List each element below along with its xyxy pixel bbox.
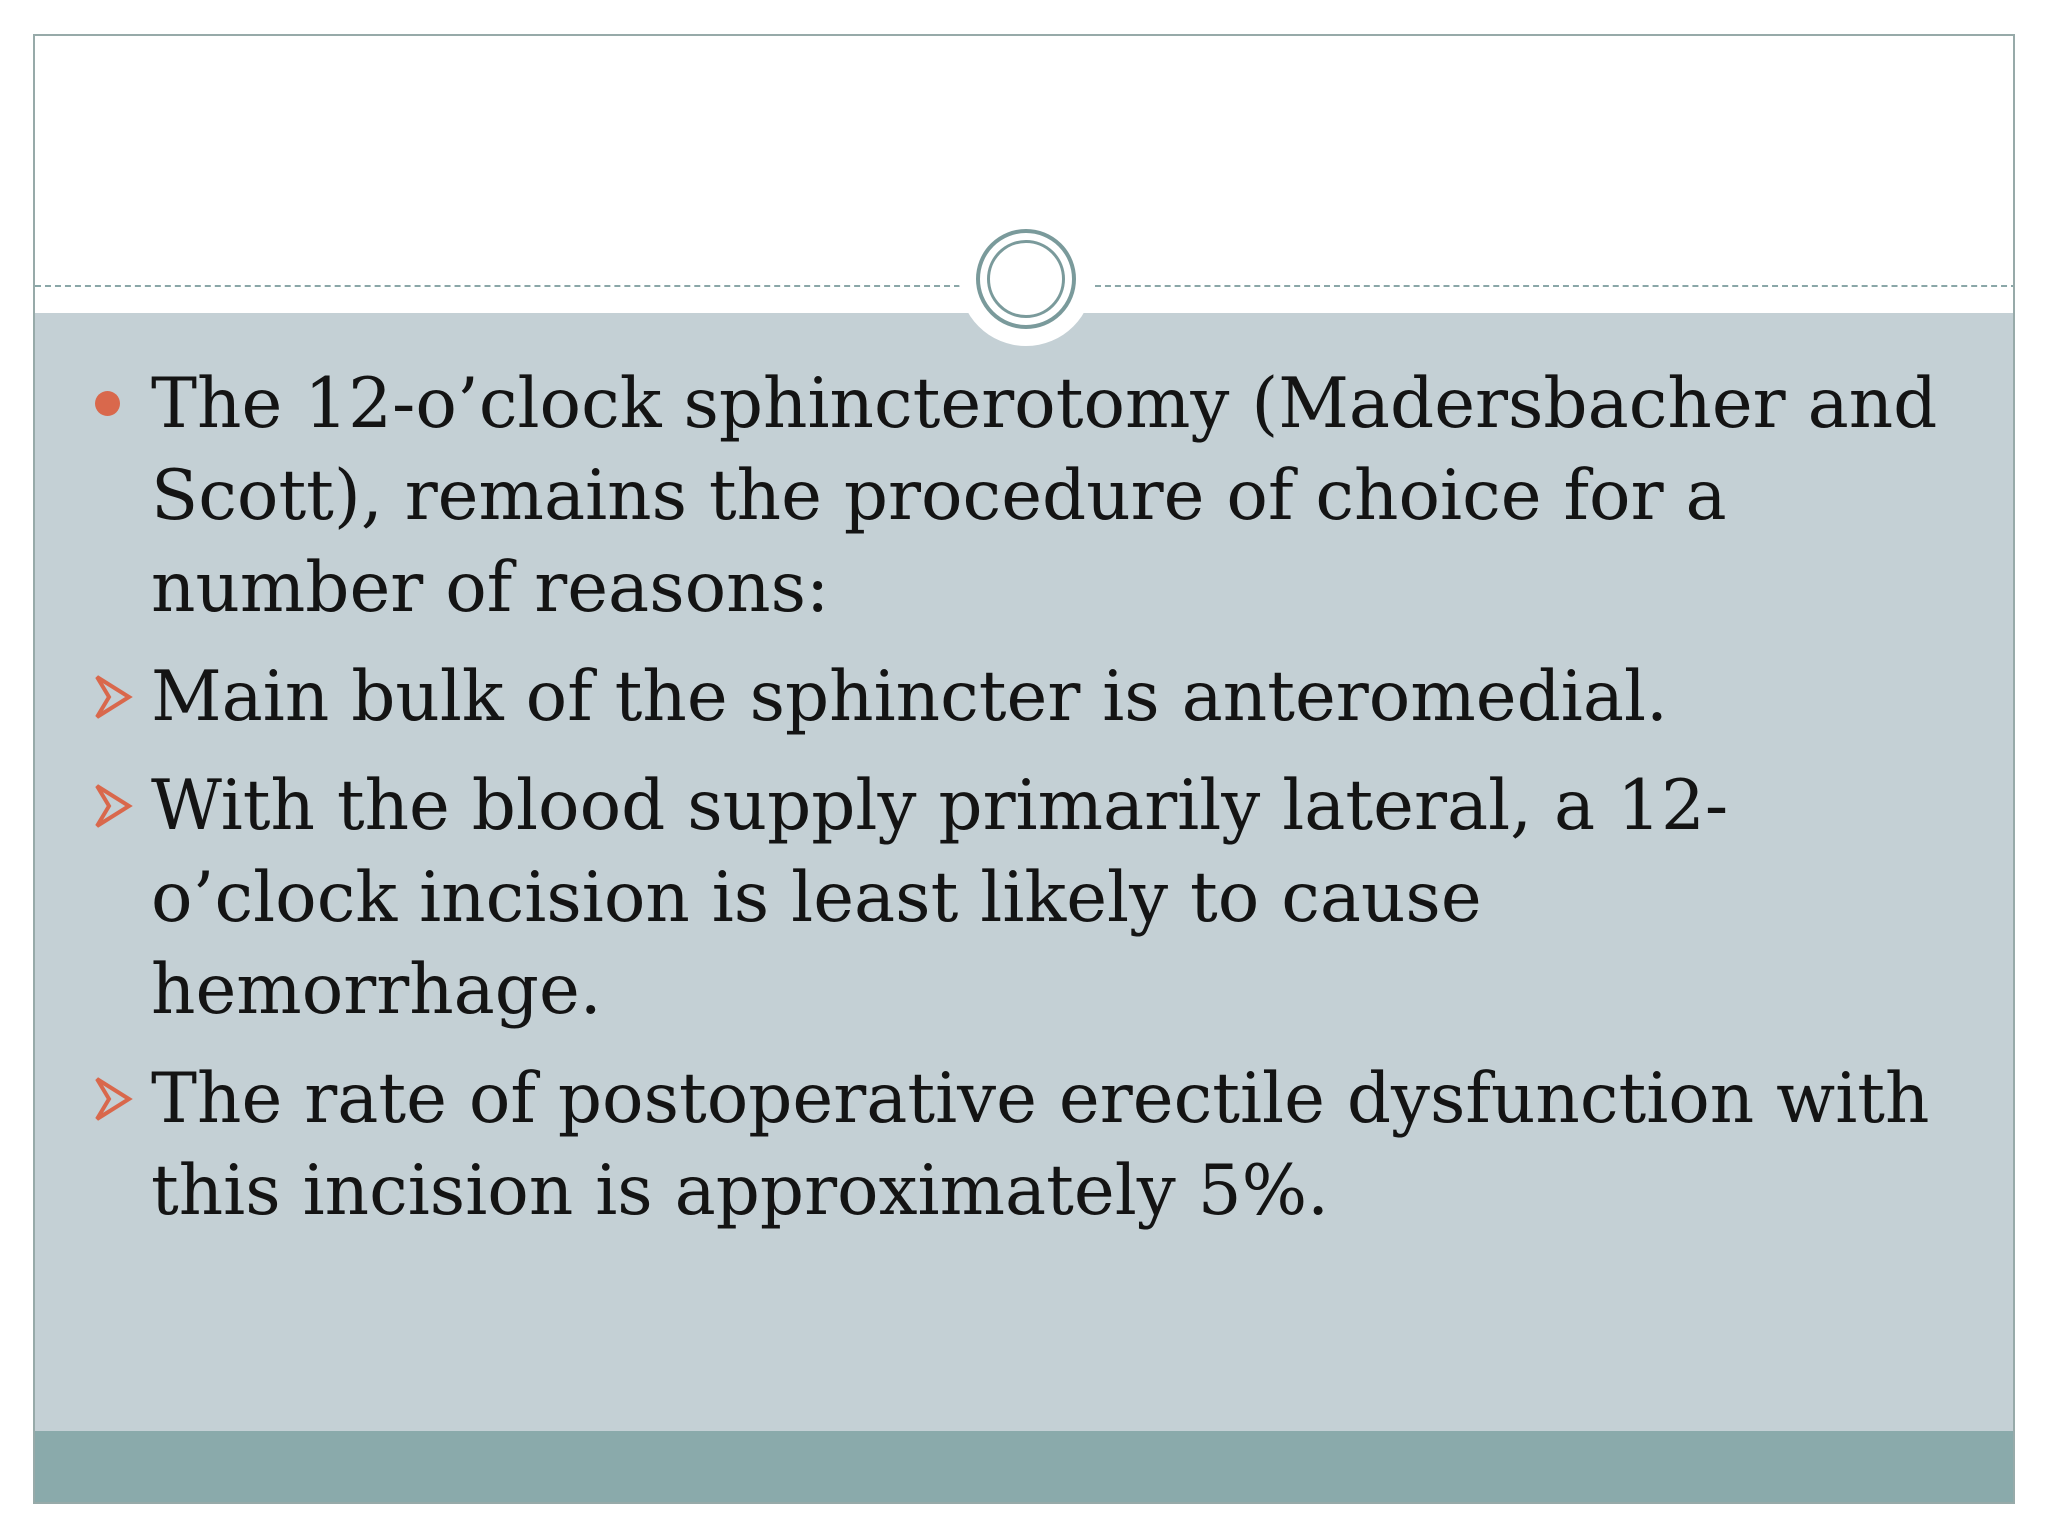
circle-bullet-icon [95, 391, 120, 416]
bullet-item [35, 651, 2013, 743]
arrow-bullet-icon [93, 673, 133, 721]
divider-line-right [1095, 285, 2015, 287]
arrow-bullet-icon [93, 1075, 133, 1123]
bullet-text: The rate of postoperative erectile dysfunction with this incision is approximately 5%. [151, 1059, 1930, 1231]
bullet-item [35, 358, 2013, 634]
bullet-list [35, 358, 2013, 1254]
footer-bar [35, 1431, 2013, 1504]
slide [33, 34, 2015, 1504]
bullet-text: Main bulk of the sphincter is anteromedial. [151, 657, 1668, 737]
bullet-text: With the blood supply primarily lateral, a 12-o’clock incision is least likely to cause hemorrhage. [151, 766, 1729, 1030]
bullet-item [35, 1053, 2013, 1237]
divider-line-left [35, 285, 960, 287]
ring-inner [987, 240, 1065, 318]
bullet-text: The 12-o’clock sphincterotomy (Madersbacher and Scott), remains the procedure of choice for a number of reasons: [151, 364, 1938, 628]
bullet-item [35, 760, 2013, 1036]
arrow-bullet-icon [93, 782, 133, 830]
